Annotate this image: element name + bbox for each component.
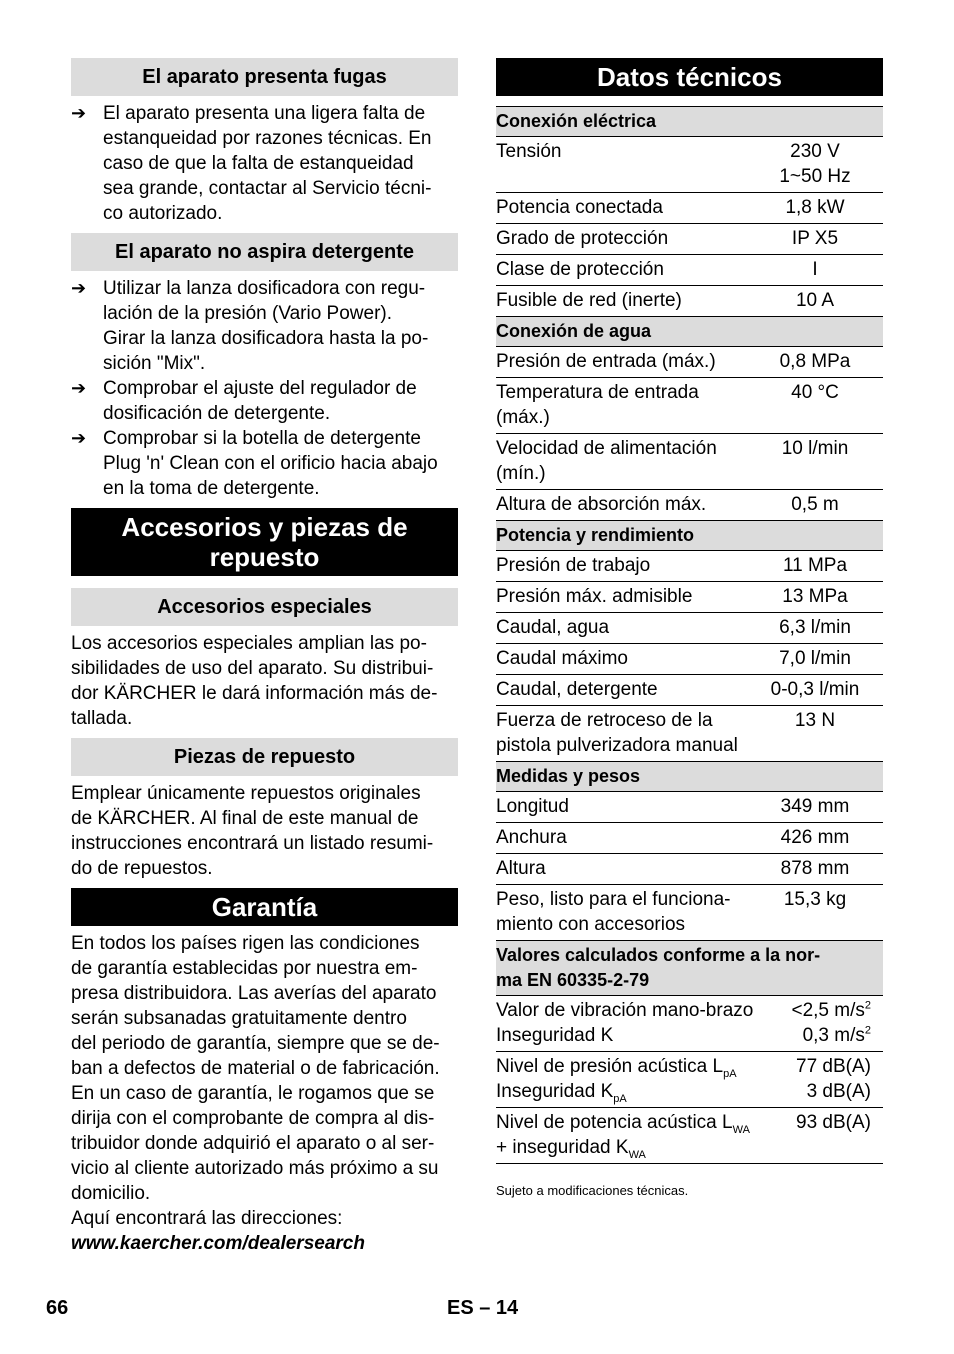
text-line: Temperatura de entrada <box>496 382 699 403</box>
spec-value <box>747 677 883 702</box>
dealer-search-link[interactable]: www.kaercher.com/dealersearch <box>71 1233 365 1254</box>
text-line: de KÄRCHER. Al final de este manual de <box>71 808 419 829</box>
spec-section-heading: Potencia y rendimiento <box>496 521 883 551</box>
bullet-item <box>71 426 458 501</box>
text-line: Longitud <box>496 796 569 817</box>
spec-value <box>747 794 883 819</box>
spec-section-heading: Medidas y pesos <box>496 762 883 792</box>
sound-power-label: Nivel de potencia acústica $L_{WA}$ <box>496 1112 750 1136</box>
text-line: sea grande, contactar al Servicio técni- <box>103 178 432 199</box>
title-rule <box>496 96 883 107</box>
left-column <box>71 58 458 1256</box>
spec-section-heading: Conexión de agua <box>496 317 883 347</box>
text-line: Presión de entrada (máx.) <box>496 351 716 372</box>
text-line: Emplear únicamente repuestos originales <box>71 783 421 804</box>
arrow-right-icon: ➔ <box>71 428 87 448</box>
vibration-label: Valor de vibración mano-brazo <box>496 1000 754 1021</box>
spec-value <box>747 584 883 609</box>
text-line: 15,3 kg <box>783 889 847 910</box>
text-line: Utilizar la lanza dosificadora con regu- <box>103 278 426 299</box>
text-line: pistola pulverizadora manual <box>496 735 738 756</box>
text-line: IP X5 <box>791 228 839 249</box>
heading-accessories-line1: Accesorios y piezas de <box>121 512 408 542</box>
spec-row <box>496 255 883 286</box>
arrow-right-icon: ➔ <box>71 278 87 298</box>
section-calculated-values <box>496 941 883 996</box>
spec-label <box>496 195 747 220</box>
spec-label <box>496 436 747 486</box>
text-line: En todos los países rigen las condiciones <box>71 933 420 954</box>
sound-pressure-uncertainty-label: Inseguridad $K_{pA}$ <box>496 1081 627 1105</box>
spec-value <box>747 856 883 881</box>
spec-label <box>496 226 747 251</box>
heading-no-detergent: El aparato no aspira detergente <box>71 233 458 271</box>
spec-label <box>496 856 747 881</box>
spec-value <box>747 257 883 282</box>
text-line: vicio al cliente autorizado más próximo a su <box>71 1158 439 1179</box>
text-line: 0,8 MPa <box>779 351 851 372</box>
text-line: Altura de absorción máx. <box>496 494 707 515</box>
text-line: (mín.) <box>496 463 546 484</box>
text-line: 349 mm <box>780 796 850 817</box>
spec-label <box>496 615 747 640</box>
text-line: Caudal, detergente <box>496 679 658 700</box>
technical-changes-note: Sujeto a modificaciones técnicas. <box>496 1183 689 1198</box>
spec-label <box>496 584 747 609</box>
text-line: I <box>812 259 818 280</box>
spec-label <box>496 708 747 758</box>
spec-value <box>747 380 883 430</box>
bullet-item <box>71 376 458 426</box>
section-page-label: ES – 14 <box>447 1297 519 1319</box>
text-line: 7,0 l/min <box>779 648 851 669</box>
spec-value <box>747 708 883 758</box>
text-line: dor KÄRCHER le dará información más de- <box>71 683 438 704</box>
text-line: Potencia conectada <box>496 197 663 218</box>
spec-row <box>496 286 883 317</box>
right-column <box>496 58 883 1203</box>
vibration-uncertainty-label: Inseguridad K <box>496 1025 614 1046</box>
page-number: 66 <box>46 1297 69 1319</box>
spec-row <box>496 854 883 885</box>
vibration-value: <2,5 $m/s^2$ <box>791 999 871 1021</box>
spec-label <box>496 380 747 430</box>
heading-warranty: Garantía <box>71 888 458 926</box>
spec-row <box>496 193 883 224</box>
bullet-item <box>71 101 458 226</box>
spec-value <box>747 436 883 486</box>
heading-special-accessories: Accesorios especiales <box>71 588 458 626</box>
spec-value <box>747 349 883 374</box>
text-line: 1~50 Hz <box>779 166 851 187</box>
sound-power-uncertainty-label: + inseguridad $K_{WA}$ <box>496 1137 646 1161</box>
text-line: Altura <box>496 858 546 879</box>
text-line: miento con accesorios <box>496 914 686 935</box>
text-line: instrucciones encontrará un listado resumi- <box>71 833 434 854</box>
spec-row <box>496 792 883 823</box>
text-line: ban a defectos de material o de fabricación. <box>71 1058 440 1079</box>
text-line: tribuidor donde adquirió el aparato o al ser- <box>71 1133 435 1154</box>
spec-label <box>496 794 747 819</box>
text-line: Fuerza de retroceso de la <box>496 710 713 731</box>
spec-row-sound-power <box>496 1108 883 1164</box>
sound-pressure-label: Nivel de presión acústica $L_{pA}$ <box>496 1056 737 1080</box>
spec-section-heading: Conexión eléctrica <box>496 107 883 137</box>
text-line: 10 A <box>795 290 835 311</box>
spec-label <box>496 288 747 313</box>
text-line: tallada. <box>71 708 133 729</box>
text-line: Comprobar si la botella de detergente <box>103 428 421 449</box>
text-line: Aquí encontrará las direcciones: <box>71 1208 343 1229</box>
spec-row <box>496 347 883 378</box>
spec-value <box>747 553 883 578</box>
text-line: 6,3 l/min <box>779 617 851 638</box>
heading-accessories-line2: repuesto <box>209 542 320 572</box>
heading-accessories <box>71 508 458 576</box>
text-line: Presión máx. admisible <box>496 586 693 607</box>
vibration-uncertainty-value: 0,3 $m/s^2$ <box>802 1024 871 1046</box>
spec-row-vibration <box>496 996 883 1052</box>
text-line: Plug 'n' Clean con el orificio hacia abajo <box>103 453 438 474</box>
spec-row <box>496 885 883 941</box>
spec-row <box>496 378 883 434</box>
no-detergent-list <box>71 276 458 501</box>
text-line: Presión de trabajo <box>496 555 651 576</box>
leaks-list <box>71 101 458 226</box>
spec-label <box>496 257 747 282</box>
spec-label <box>496 825 747 850</box>
text-line: 230 V <box>790 141 840 162</box>
text-line: domicilio. <box>71 1183 151 1204</box>
text-line: (máx.) <box>496 407 550 428</box>
text-line: Clase de protección <box>496 259 664 280</box>
spec-row <box>496 644 883 675</box>
spec-row <box>496 706 883 762</box>
text-line: co autorizado. <box>103 203 223 224</box>
text-line: 0-0,3 l/min <box>770 679 860 700</box>
arrow-right-icon: ➔ <box>71 378 87 398</box>
spec-table <box>496 107 883 941</box>
spec-row <box>496 137 883 193</box>
text-line: Grado de protección <box>496 228 669 249</box>
text-line: Comprobar el ajuste del regulador de <box>103 378 417 399</box>
arrow-right-icon: ➔ <box>71 103 87 123</box>
spec-row <box>496 582 883 613</box>
text-line: 11 MPa <box>782 555 848 576</box>
heading-spare-parts: Piezas de repuesto <box>71 738 458 776</box>
text-line: Caudal máximo <box>496 648 628 669</box>
text-line: Girar la lanza dosificadora hasta la po- <box>103 328 429 349</box>
spare-parts-text <box>71 781 458 881</box>
text-line: 878 mm <box>780 858 850 879</box>
spec-label <box>496 677 747 702</box>
text-line: del periodo de garantía, siempre que se de- <box>71 1033 440 1054</box>
spec-value <box>747 887 883 937</box>
calc-heading-line2: ma EN 60335-2-79 <box>496 970 650 990</box>
text-line: en la toma de detergente. <box>103 478 320 499</box>
text-line: Peso, listo para el funciona- <box>496 889 731 910</box>
text-line: 1,8 kW <box>785 197 845 218</box>
text-line: Caudal, agua <box>496 617 610 638</box>
text-line: sición "Mix". <box>103 353 206 374</box>
spec-row <box>496 823 883 854</box>
spec-row <box>496 551 883 582</box>
text-line: Velocidad de alimentación <box>496 438 717 459</box>
text-line: dosificación de detergente. <box>103 403 331 424</box>
spec-value <box>747 825 883 850</box>
spec-label <box>496 887 747 937</box>
text-line: presa distribuidora. Las averías del aparato <box>71 983 437 1004</box>
sound-power-value: 93 dB(A) <box>796 1112 871 1133</box>
bullet-item <box>71 276 458 376</box>
text-line: 0,5 m <box>791 494 839 515</box>
spec-value <box>747 226 883 251</box>
spec-value <box>747 492 883 517</box>
text-line: caso de que la falta de estanqueidad <box>103 153 414 174</box>
spec-label <box>496 646 747 671</box>
spec-row <box>496 675 883 706</box>
text-line: estanqueidad por razones técnicas. En <box>103 128 432 149</box>
sound-pressure-value: 77 dB(A) <box>796 1056 871 1077</box>
spec-label <box>496 139 747 189</box>
text-line: Fusible de red (inerte) <box>496 290 682 311</box>
spec-row-sound-pressure <box>496 1052 883 1108</box>
spec-label <box>496 553 747 578</box>
special-accessories-text <box>71 631 458 731</box>
spec-value <box>747 615 883 640</box>
spec-row <box>496 224 883 255</box>
text-line: El aparato presenta una ligera falta de <box>103 103 426 124</box>
text-line: Anchura <box>496 827 567 848</box>
spec-row <box>496 613 883 644</box>
text-line: Tensión <box>496 141 562 162</box>
spec-row <box>496 490 883 521</box>
spec-row <box>496 434 883 490</box>
text-line: 10 l/min <box>781 438 849 459</box>
heading-leaks: El aparato presenta fugas <box>71 58 458 96</box>
spec-value <box>747 646 883 671</box>
warranty-text <box>71 931 458 1231</box>
text-line: Los accesorios especiales amplian las po- <box>71 633 427 654</box>
text-line: sibilidades de uso del aparato. Su distribui- <box>71 658 434 679</box>
spec-value <box>747 195 883 220</box>
spec-label <box>496 492 747 517</box>
text-line: 13 N <box>794 710 836 731</box>
text-line: 426 mm <box>780 827 850 848</box>
heading-technical-data: Datos técnicos <box>496 58 883 96</box>
text-line: 13 MPa <box>782 586 848 607</box>
calc-heading-line1: Valores calculados conforme a la nor- <box>496 945 821 965</box>
text-line: lación de la presión (Vario Power). <box>103 303 393 324</box>
text-line: En un caso de garantía, le rogamos que se <box>71 1083 435 1104</box>
spec-label <box>496 349 747 374</box>
text-line: do de repuestos. <box>71 858 213 879</box>
spec-value <box>747 288 883 313</box>
text-line: 40 °C <box>791 382 839 403</box>
text-line: serán subsanadas gratuitamente dentro <box>71 1008 407 1029</box>
text-line: de garantía establecidas por nuestra em- <box>71 958 418 979</box>
sound-pressure-uncertainty-value: 3 dB(A) <box>806 1081 871 1102</box>
text-line: dirija con el comprobante de compra al dis- <box>71 1108 435 1129</box>
spec-value <box>747 139 883 189</box>
